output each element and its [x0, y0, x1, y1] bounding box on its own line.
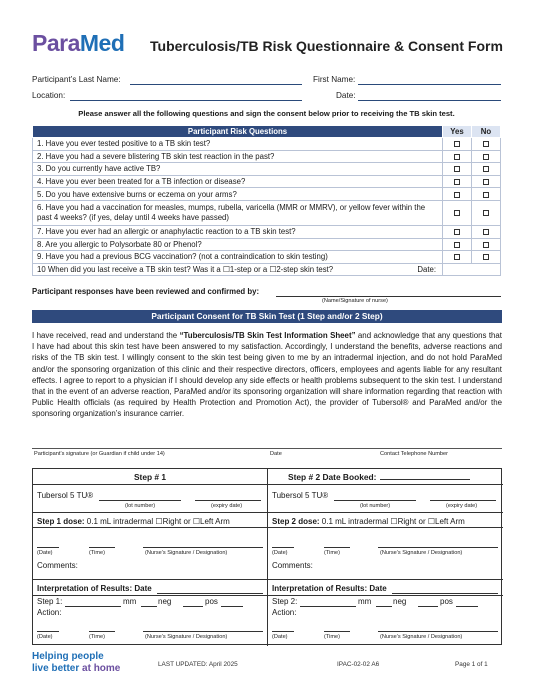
- step1-tubersol-label: Tubersol 5 TU®: [37, 491, 94, 500]
- no-checkbox[interactable]: [483, 166, 489, 172]
- step1-neg-label: neg: [158, 597, 172, 606]
- location-field[interactable]: [70, 92, 302, 101]
- question-text: 8. Are you allergic to Polysorbate 80 or Phenol?: [33, 238, 443, 251]
- yes-checkbox[interactable]: [454, 254, 460, 260]
- question-text: 9. Have you had a previous BCG vaccination? (not a contraindication to skin testing): [33, 251, 443, 264]
- step1-dose-text: 0.1 mL intradermal ☐Right or ☐Left Arm: [84, 517, 230, 526]
- step2-date-booked-field[interactable]: [380, 471, 470, 480]
- question-text: 5. Do you have extensive burns or eczema on your arms?: [33, 188, 443, 201]
- last-name-label: Participant’s Last Name:: [32, 75, 121, 84]
- step2-dose-text: 0.1 mL intradermal ☐Right or ☐Left Arm: [319, 517, 465, 526]
- step1-date-caption: (Date): [37, 550, 53, 556]
- question-10-date-label: Date:: [417, 265, 436, 275]
- question-text: 1. Have you ever tested positive to a TB skin test?: [33, 138, 443, 151]
- step1-lot-field[interactable]: [99, 500, 181, 501]
- form-title: Tuberculosis/TB Risk Questionnaire & Consent Form: [150, 38, 503, 54]
- step1-expiry-field[interactable]: [195, 500, 261, 501]
- step2-lot-field[interactable]: [334, 500, 416, 501]
- yes-checkbox[interactable]: [454, 154, 460, 160]
- step1-pos-field[interactable]: [221, 606, 243, 607]
- step2-comments-label: Comments:: [272, 561, 313, 570]
- footer-tagline: [32, 651, 120, 675]
- date-field[interactable]: [358, 92, 501, 101]
- form-code: IPAC-02-02 A6: [337, 661, 380, 668]
- question-10-date-field[interactable]: [443, 263, 501, 276]
- step2-neg-label: neg: [393, 597, 407, 606]
- question-row: [33, 163, 501, 176]
- no-checkbox[interactable]: [483, 179, 489, 185]
- step1-date-caption-2: (Date): [37, 634, 53, 640]
- step1-header: Step # 1: [33, 469, 267, 485]
- no-checkbox[interactable]: [483, 254, 489, 260]
- step2-nurse-caption-2: (Nurse’s Signature / Designation): [380, 634, 463, 640]
- step2-pos-field[interactable]: [456, 606, 478, 607]
- last-updated: LAST UPDATED: April 2025: [158, 661, 238, 668]
- yes-header: Yes: [443, 126, 472, 138]
- step1-nurse-field-2[interactable]: [143, 631, 263, 632]
- yes-checkbox[interactable]: [454, 242, 460, 248]
- question-row: [33, 251, 501, 264]
- paramed-logo: [32, 30, 124, 57]
- step2-mm-field[interactable]: [300, 606, 356, 607]
- question-10-text[interactable]: 10 When did you last receive a TB skin test? Was it a ☐1-step or a ☐2-step skin test?: [37, 265, 334, 275]
- step1-pos-label: pos: [205, 597, 218, 606]
- yes-checkbox[interactable]: [454, 192, 460, 198]
- step2-header-text: Step # 2 Date Booked:: [288, 472, 377, 482]
- step2-action-label: Action:: [272, 608, 297, 617]
- step2-neg-field[interactable]: [376, 606, 392, 607]
- step2-date-field[interactable]: [272, 547, 294, 548]
- no-checkbox[interactable]: [483, 229, 489, 235]
- page-number: Page 1 of 1: [455, 661, 488, 668]
- consent-header: Participant Consent for TB Skin Test (1 Step and/or 2 Step): [32, 310, 502, 323]
- step2-dose[interactable]: [272, 517, 465, 526]
- question-row: [33, 138, 501, 151]
- question-row: [33, 238, 501, 251]
- step1-time-caption-2: (Time): [89, 634, 105, 640]
- step1-lot-caption: (lot number): [125, 503, 156, 509]
- first-name-field[interactable]: [358, 76, 501, 85]
- question-row: [33, 225, 501, 238]
- step1-comments-label: Comments:: [37, 561, 78, 570]
- step1-mm-field[interactable]: [65, 606, 121, 607]
- step1-time-caption: (Time): [89, 550, 105, 556]
- no-checkbox[interactable]: [483, 141, 489, 147]
- phone-caption: Contact Telephone Number: [380, 451, 448, 457]
- step2-interp-label: Interpretation of Results: Date: [272, 584, 387, 593]
- step2-date-field-2[interactable]: [272, 631, 294, 632]
- step2-mm-label: mm: [358, 597, 372, 606]
- question-row-10: [33, 263, 501, 276]
- step1-action-label: Action:: [37, 608, 62, 617]
- step2-date-caption-2: (Date): [272, 634, 288, 640]
- step1-date-field-2[interactable]: [37, 631, 59, 632]
- step1-mm-label: mm: [123, 597, 137, 606]
- step1-expiry-caption: (expiry date): [211, 503, 243, 509]
- consent-text-part2: and acknowledge that any questions that I have had about this skin test have been answered to my satisfaction. Accordingly, I understand the benefits, adverse reactions and risks of the TB skin test. I willingly consent to the skin test being given to me by an intradermal injection, and do not hold ParaMed and/or the sponsoring organization of this clinic and their respective directors, officers, employees and agents liable for any resultant effects. I agree to report to a physician if I should develop any side effects or health problems subsequent to the skin test. I understand that in the event of an adverse reaction, ParaMed and/or its sponsoring organization will share information regarding that reaction with Public Health officials (as required by Health Protection and Promotion Act), the provider of Tubersol® and ParaMed and/or the sponsoring organization’s insurance carrier.: [32, 331, 503, 419]
- no-header: No: [472, 126, 501, 138]
- step1-dose-label: Step 1 dose:: [37, 517, 85, 526]
- participant-signature-caption: Participant’s signature (or Guardian if child under 14): [34, 451, 165, 457]
- tagline-line1: Helping people: [32, 651, 104, 662]
- last-name-field[interactable]: [130, 76, 302, 85]
- step2-nurse-field-2[interactable]: [378, 631, 498, 632]
- step2-nurse-field[interactable]: [378, 547, 498, 548]
- logo-part2: Med: [79, 30, 125, 56]
- step2-result-label: Step 2:: [272, 597, 298, 606]
- participant-signature-line[interactable]: [32, 448, 502, 449]
- logo-part1: Para: [32, 30, 80, 56]
- step1-time-field-2[interactable]: [89, 631, 115, 632]
- step2-date-caption: (Date): [272, 550, 288, 556]
- question-row: [33, 200, 501, 225]
- step2-dose-label: Step 2 dose:: [272, 517, 320, 526]
- step1-result-label: Step 1:: [37, 597, 63, 606]
- step2-column: [268, 469, 503, 646]
- step2-pos-label: pos: [440, 597, 453, 606]
- no-checkbox[interactable]: [483, 192, 489, 198]
- step1-column: [33, 469, 268, 646]
- step1-nurse-field[interactable]: [143, 547, 263, 548]
- step2-lot-caption: (lot number): [360, 503, 391, 509]
- info-sheet-title: “Tuberculosis/TB Skin Test Information Sheet”: [179, 331, 356, 340]
- question-row: [33, 188, 501, 201]
- yes-checkbox[interactable]: [454, 179, 460, 185]
- step2-pos-spacer[interactable]: [418, 606, 438, 607]
- step2-time-field-2[interactable]: [324, 631, 350, 632]
- tagline-line2a: live better: [32, 663, 83, 674]
- step2-time-caption-2: (Time): [324, 634, 340, 640]
- question-text: 6. Have you had a vaccination for measles, mumps, rubella, varicella (MMR or MMRV), or yellow fever within the past 4 weeks? (if yes, delay until 4 weeks have passed): [33, 200, 443, 225]
- nurse-signature-line[interactable]: [276, 296, 501, 297]
- step2-nurse-caption: (Nurse’s Signature / Designation): [380, 550, 463, 556]
- yes-checkbox[interactable]: [454, 141, 460, 147]
- step2-expiry-field[interactable]: [430, 500, 496, 501]
- first-name-label: First Name:: [313, 75, 356, 84]
- step2-header: [268, 469, 503, 485]
- step1-dose[interactable]: [37, 517, 230, 526]
- yes-checkbox[interactable]: [454, 166, 460, 172]
- step1-pos-spacer[interactable]: [183, 606, 203, 607]
- step1-interp-date-field[interactable]: [157, 593, 263, 594]
- location-label: Location:: [32, 91, 66, 100]
- no-checkbox[interactable]: [483, 210, 489, 216]
- question-text: 4. Have you ever been treated for a TB infection or disease?: [33, 175, 443, 188]
- step2-interp-date-field[interactable]: [392, 593, 498, 594]
- consent-text-part1: I have received, read and understand the: [32, 331, 180, 340]
- tagline-line2b: at home: [82, 663, 121, 674]
- step2-tubersol-label: Tubersol 5 TU®: [272, 491, 329, 500]
- consent-text: [32, 330, 502, 420]
- question-text: 3. Do you currently have active TB?: [33, 163, 443, 176]
- signature-date-caption: Date: [270, 451, 282, 457]
- step1-nurse-caption-2: (Nurse’s Signature / Designation): [145, 634, 228, 640]
- step1-nurse-caption: (Nurse’s Signature / Designation): [145, 550, 228, 556]
- risk-table-header: Participant Risk Questions: [33, 126, 443, 138]
- nurse-signature-caption: (Name/Signature of nurse): [322, 298, 388, 304]
- question-text: 7. Have you ever had an allergic or anaphylactic reaction to a TB skin test?: [33, 225, 443, 238]
- step1-interp-label: Interpretation of Results: Date: [37, 584, 152, 593]
- step1-neg-field[interactable]: [141, 606, 157, 607]
- question-row: [33, 150, 501, 163]
- steps-box: [32, 468, 502, 645]
- question-row: [33, 175, 501, 188]
- step2-time-field[interactable]: [324, 547, 350, 548]
- no-checkbox[interactable]: [483, 154, 489, 160]
- risk-questions-table: [32, 125, 501, 276]
- reviewed-label: Participant responses have been reviewed and confirmed by:: [32, 287, 260, 296]
- no-checkbox[interactable]: [483, 242, 489, 248]
- step1-time-field[interactable]: [89, 547, 115, 548]
- step2-time-caption: (Time): [324, 550, 340, 556]
- instructions: Please answer all the following questions and sign the consent below prior to receiving the TB skin test.: [78, 109, 455, 118]
- step1-date-field[interactable]: [37, 547, 59, 548]
- yes-checkbox[interactable]: [454, 229, 460, 235]
- step2-expiry-caption: (expiry date): [446, 503, 478, 509]
- question-text: 2. Have you had a severe blistering TB skin test reaction in the past?: [33, 150, 443, 163]
- yes-checkbox[interactable]: [454, 210, 460, 216]
- date-label: Date:: [336, 91, 356, 100]
